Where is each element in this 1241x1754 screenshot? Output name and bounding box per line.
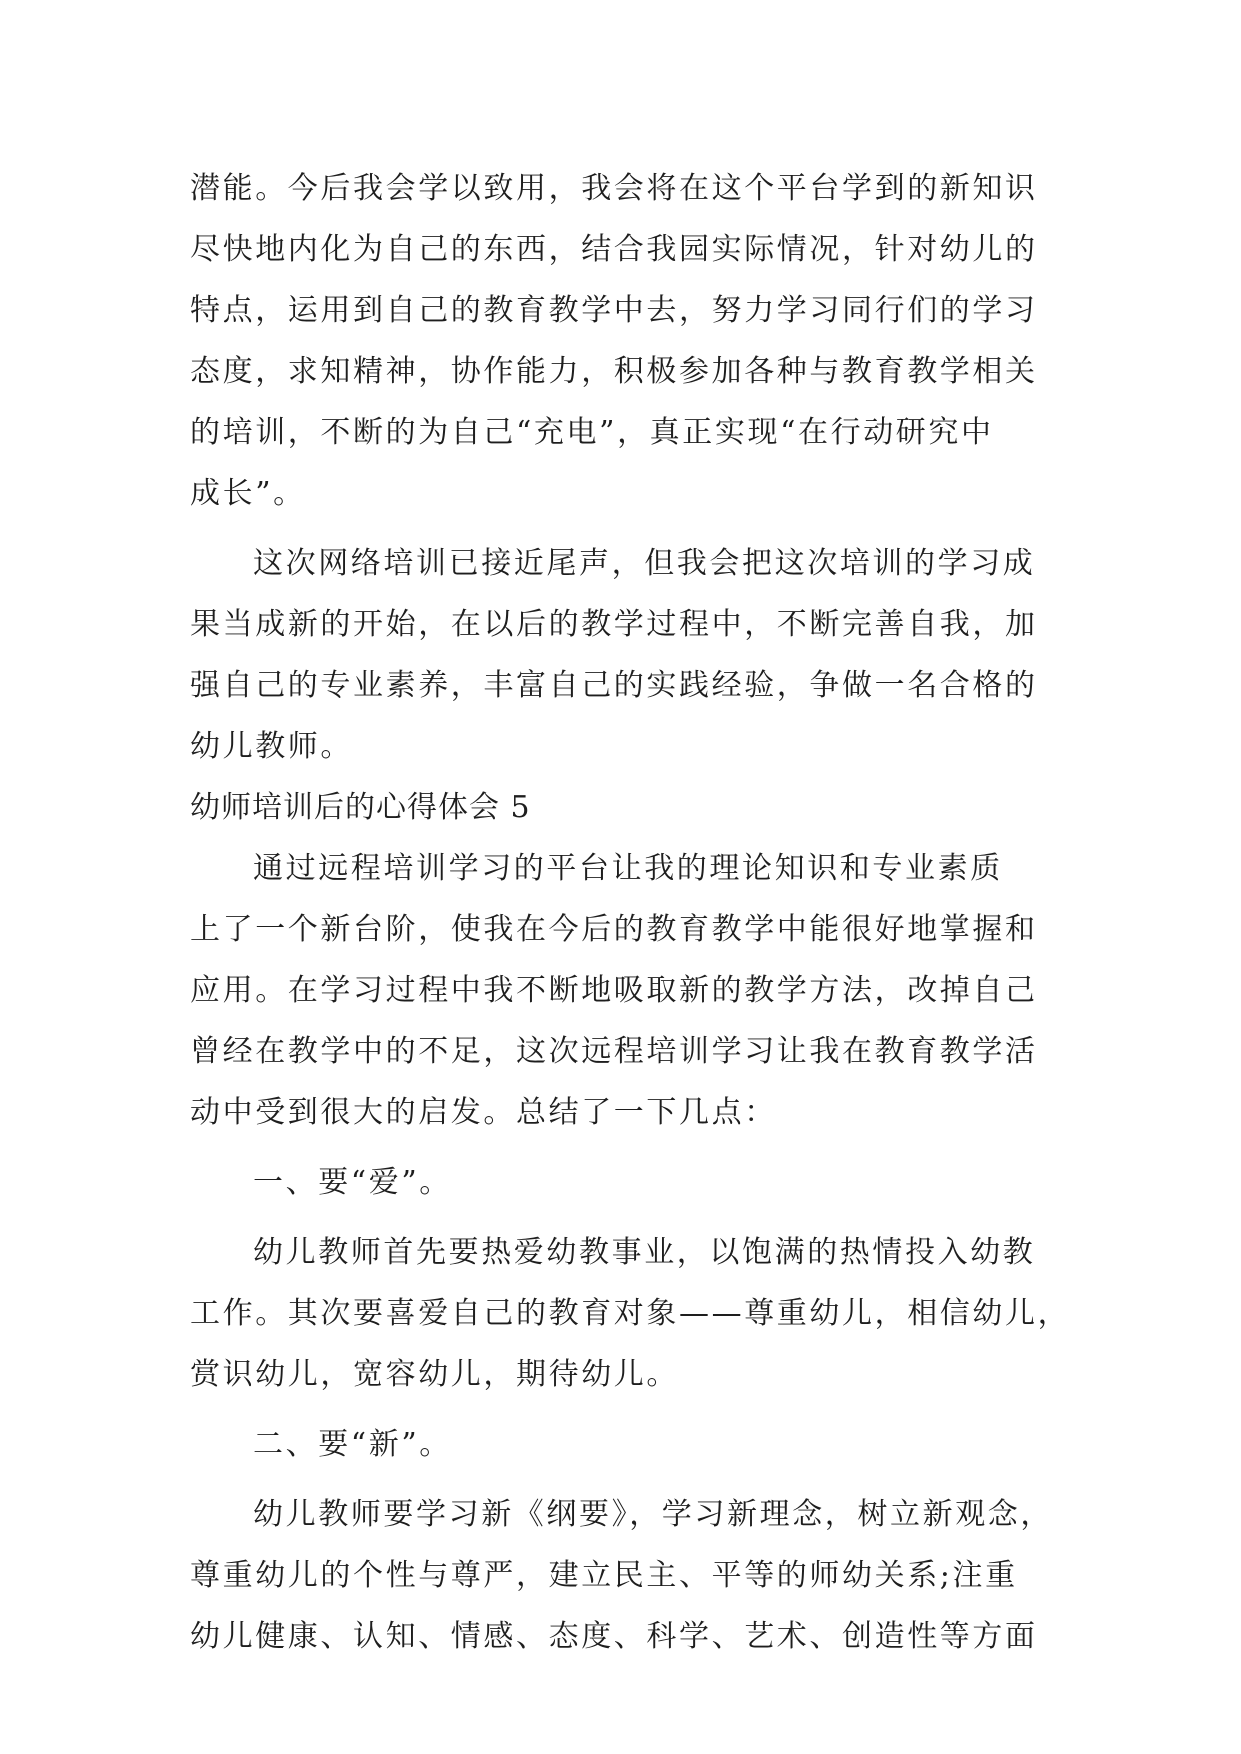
paragraph-love: [190, 1222, 1071, 1405]
section-heading: 幼师培训后的心得体会 5: [190, 790, 531, 825]
text-line: 尽快地内化为自己的东西，结合我园实际情况，针对幼儿的: [190, 232, 1038, 267]
paragraph-new: [190, 1484, 1055, 1667]
paragraph-gap: [190, 1213, 1055, 1222]
text-line: 幼儿教师首先要热爱幼教事业，以饱满的热情投入幼教: [253, 1235, 1036, 1270]
text-line: 幼儿教师。: [190, 729, 353, 764]
text-line: 态度，求知精神，协作能力，积极参加各种与教育教学相关: [190, 354, 1038, 389]
point-heading-1: 一、要“爱”。: [253, 1165, 452, 1200]
text-line: 动中受到很大的启发。总结了一下几点：: [190, 1095, 777, 1130]
text-line: 果当成新的开始，在以后的教学过程中，不断完善自我，加: [190, 607, 1038, 642]
text-line: 曾经在教学中的不足，这次远程培训学习让我在教育教学活: [190, 1034, 1038, 1069]
text-line: 的培训，不断的为自己“充电”，真正实现“在行动研究中: [190, 415, 994, 450]
paragraph-continuation: [190, 158, 1055, 524]
text-line: 尊重幼儿的个性与尊严，建立民主、平等的师幼关系;注重: [190, 1558, 1018, 1593]
text-line: 上了一个新台阶，使我在今后的教育教学中能很好地掌握和: [190, 912, 1038, 947]
text-line: 成长”。: [190, 476, 306, 511]
paragraph-gap: [190, 1143, 1055, 1152]
paragraph-gap: [190, 1405, 1055, 1414]
text-line: 强自己的专业素养，丰富自己的实践经验，争做一名合格的: [190, 668, 1038, 703]
text-line: 幼儿健康、认知、情感、态度、科学、艺术、创造性等方面: [190, 1619, 1038, 1654]
text-line: 特点，运用到自己的教育教学中去，努力学习同行们的学习: [190, 293, 1038, 328]
text-line: 应用。在学习过程中我不断地吸取新的教学方法，改掉自己: [190, 973, 1038, 1008]
paragraph-intro: [190, 838, 1055, 1143]
paragraph-gap: [190, 1475, 1055, 1484]
document-body: [190, 158, 1071, 1667]
text-line: 赏识幼儿，宽容幼儿，期待幼儿。: [190, 1357, 679, 1392]
paragraph-closing: [190, 533, 1055, 777]
text-line: 通过远程培训学习的平台让我的理论知识和专业素质: [253, 851, 1003, 886]
point-heading-2: 二、要“新”。: [253, 1427, 452, 1462]
text-line: 这次网络培训已接近尾声，但我会把这次培训的学习成: [253, 546, 1036, 581]
text-line: 工作。其次要喜爱自己的教育对象——尊重幼儿，相信幼儿，: [190, 1296, 1071, 1331]
paragraph-gap: [190, 524, 1055, 533]
text-line: 潜能。今后我会学以致用，我会将在这个平台学到的新知识: [190, 171, 1038, 206]
text-line: 幼儿教师要学习新《纲要》，学习新理念，树立新观念，: [253, 1497, 1053, 1532]
